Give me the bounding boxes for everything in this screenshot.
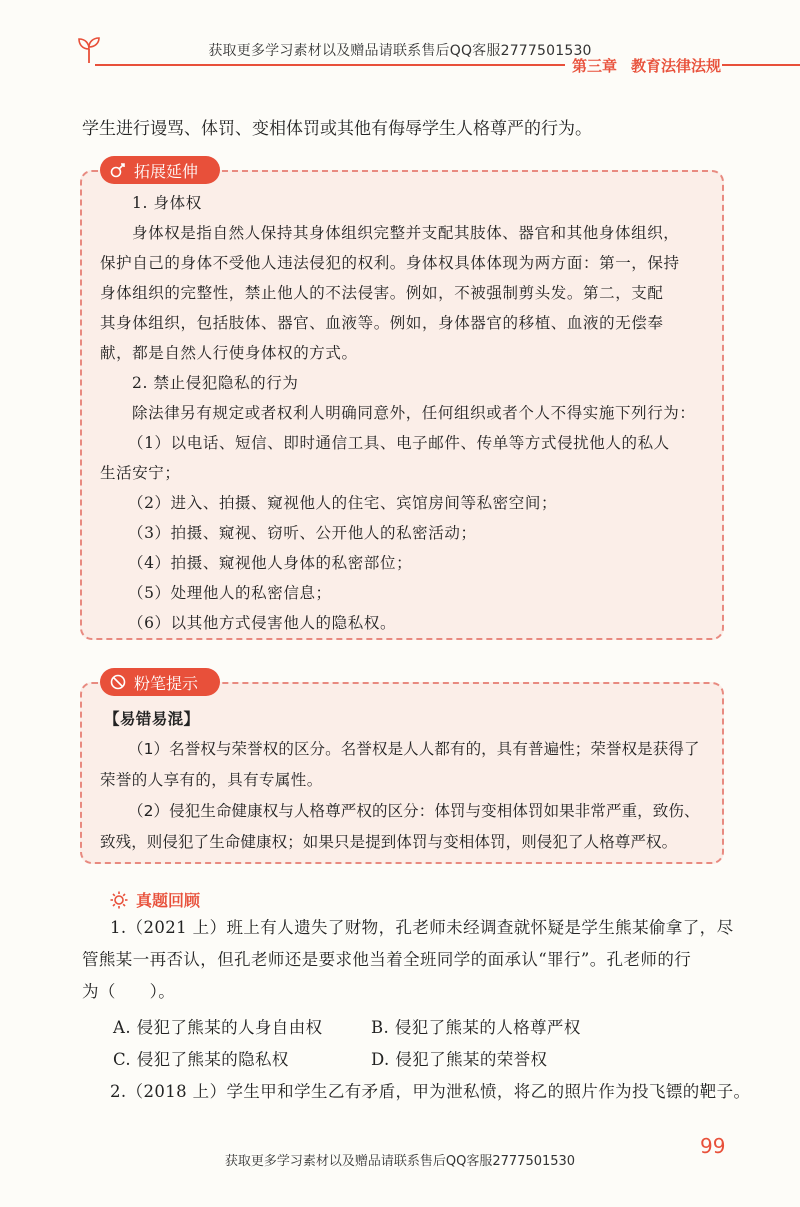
chapter-title: 教育法律法规 [631,57,722,75]
chapter-label: 第三章 [572,57,618,75]
chapter-heading [572,55,721,76]
sun-icon [110,891,128,909]
option-d: D. 侵犯了熊某的荣誉权 [371,1050,548,1069]
option-c: C. 侵犯了熊某的隐私权 [113,1050,289,1069]
tip-line: 荣誉的人享有的，具有专属性。 [100,771,323,789]
list-item: （5）处理他人的私密信息； [128,584,332,602]
tip-line: （2）侵犯生命健康权与人格尊严权的区分：体罚与变相体罚如果非常严重，致伤、 [128,802,700,820]
tip-body [100,734,712,858]
p1-line: 保护自己的身体不受他人违法侵犯的权利。身体权具体体现为两方面：第一，保持 [100,254,680,272]
list-item: （6）以其他方式侵害他人的隐私权。 [128,614,397,632]
p1-line: 身体组织的完整性，禁止他人的不法侵害。例如，不被强制剪头发。第二，支配 [100,284,664,302]
review-heading [110,888,200,911]
tip-heading: 【易错易混】 [104,710,200,728]
tip-line: 致残，则侵犯了生命健康权；如果只是提到体罚与变相体罚，则侵犯了人格尊严权。 [100,833,678,851]
p1-line: 身体权是指自然人保持其身体组织完整并支配其肢体、器官和其他身体组织， [132,224,680,242]
p1-line: 其身体组织，包括肢体、器官、血液等。例如，身体器官的移植、血液的无偿奉 [100,314,664,332]
extension-p2: 除法律另有规定或者权利人明确同意外，任何组织或者个人不得实施下列行为： [132,404,696,422]
option-b: B. 侵犯了熊某的人格尊严权 [371,1018,581,1037]
header-notice: 获取更多学习素材以及赠品请联系售后QQ客服2777501530 [208,43,592,59]
option-a: A. 侵犯了熊某的人身自由权 [113,1018,323,1037]
list-item: （4）拍摄、窥视他人身体的私密部位； [128,554,413,572]
tip-tag [100,668,220,696]
question-2: 2.（2018 上）学生甲和学生乙有矛盾，甲为泄私愤，将乙的照片作为投飞镖的靶子。 [110,1082,751,1101]
extension-h1: 1. 身体权 [132,194,202,212]
review-heading-label: 真题回顾 [136,891,201,910]
intro-text: 学生进行谩骂、体罚、变相体罚或其他有侮辱学生人格尊严的行为。 [82,119,592,139]
no-sign-icon [110,674,126,690]
question-1 [82,912,734,1008]
extension-tag-label: 拓展延伸 [134,161,199,181]
list-item: 生活安宁； [100,464,181,482]
extension-tag [100,156,220,184]
header-rule-right [722,64,800,66]
p1-line: 献，都是自然人行使身体权的方式。 [100,344,358,362]
list-item: （3）拍摄、窥视、窃听、公开他人的私密活动； [128,524,477,542]
footer-notice: 获取更多学习素材以及赠品请联系售后QQ客服2777501530 [224,1154,576,1169]
list-item: （1）以电话、短信、即时通信工具、电子邮件、传单等方式侵扰他人的私人 [128,434,670,452]
pen-icon [110,162,126,178]
extension-p1 [100,218,710,368]
q1-line: 1.（2021 上）班上有人遗失了财物，孔老师未经调查就怀疑是学生熊某偷拿了，尽 [110,918,734,937]
page-number: 99 [700,1134,726,1158]
header-rule-left [95,64,565,66]
q1-line: 为（ ）。 [82,982,176,1001]
q1-line: 管熊某一再否认，但孔老师还是要求他当着全班同学的面承认“罪行”。孔老师的行 [82,950,692,969]
privacy-list [100,428,710,638]
list-item: （2）进入、拍摄、窥视他人的住宅、宾馆房间等私密空间； [128,494,558,512]
extension-h2: 2. 禁止侵犯隐私的行为 [132,374,299,392]
tip-tag-label: 粉笔提示 [134,673,199,693]
tip-line: （1）名誉权与荣誉权的区分。名誉权是人人都有的，具有普遍性；荣誉权是获得了 [128,740,700,758]
